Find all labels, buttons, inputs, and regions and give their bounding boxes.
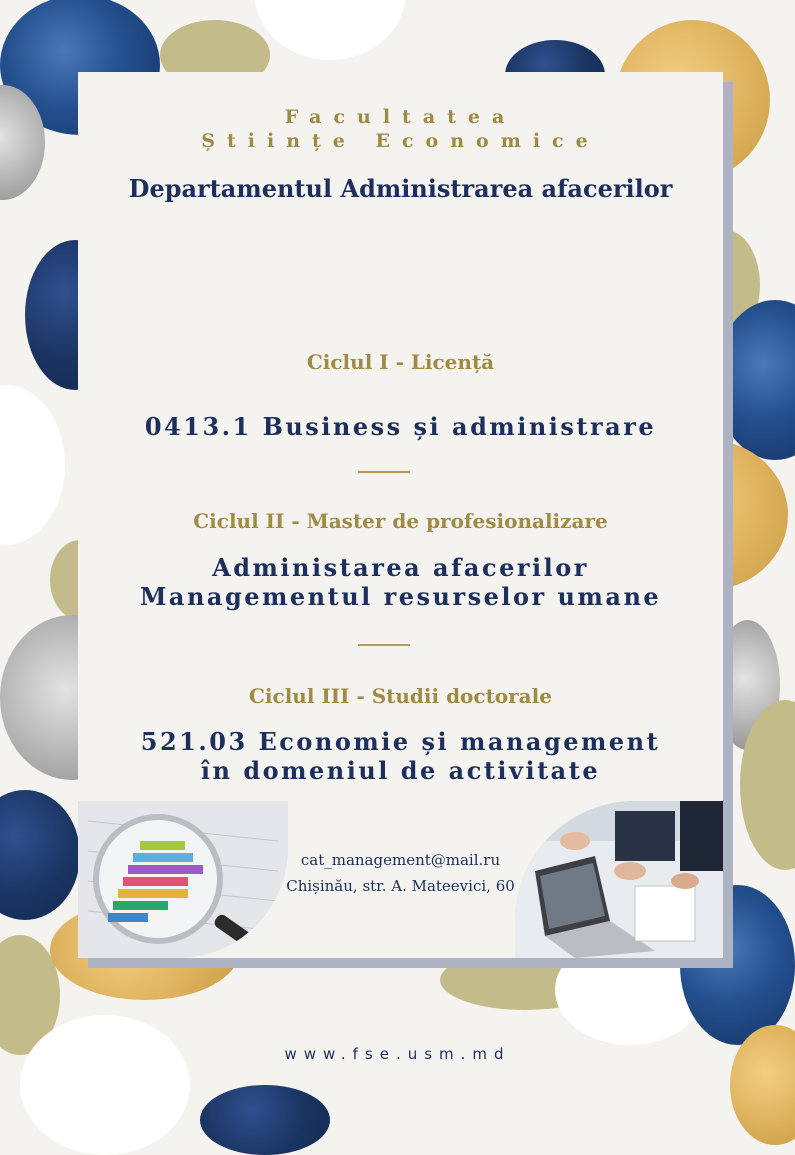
cycle-2-title: Ciclul II - Master de profesionalizare xyxy=(193,509,608,533)
contact-address: Chișinău, str. A. Mateevici, 60 xyxy=(286,877,515,895)
decor-circle-white xyxy=(20,1015,190,1155)
contact-email[interactable]: cat_management@mail.ru xyxy=(300,851,501,869)
faculty-name-line2: Științe Economice xyxy=(201,130,600,152)
cycle-2-program-2: Managementul resurselor umane xyxy=(139,582,662,611)
cycle-2-program-1: Administarea afacerilor xyxy=(212,553,589,582)
decor-circle-navy xyxy=(0,790,80,920)
faculty-name-line1: Facultatea xyxy=(284,106,517,128)
decor-circle-white xyxy=(255,0,405,60)
cycle-3-title: Ciclul III - Studii doctorale xyxy=(249,684,552,708)
info-card xyxy=(78,72,723,958)
cycle-3-program-1: 521.03 Economie și management xyxy=(140,727,661,756)
cycle-3-program-2: în domeniul de activitate xyxy=(200,756,601,785)
department-title: Departamentul Administrarea afacerilor xyxy=(128,174,673,203)
cycle-1-title: Ciclul I - Licență xyxy=(306,350,495,374)
footer-website-link[interactable]: www.fse.usm.md xyxy=(284,1045,511,1063)
cycle-1-program: 0413.1 Business și administrare xyxy=(144,412,657,441)
decor-circle-navy xyxy=(200,1085,330,1155)
section-divider xyxy=(358,471,410,473)
business-meeting-image xyxy=(515,801,723,958)
decor-circle-white xyxy=(0,385,65,545)
section-divider xyxy=(358,644,410,646)
